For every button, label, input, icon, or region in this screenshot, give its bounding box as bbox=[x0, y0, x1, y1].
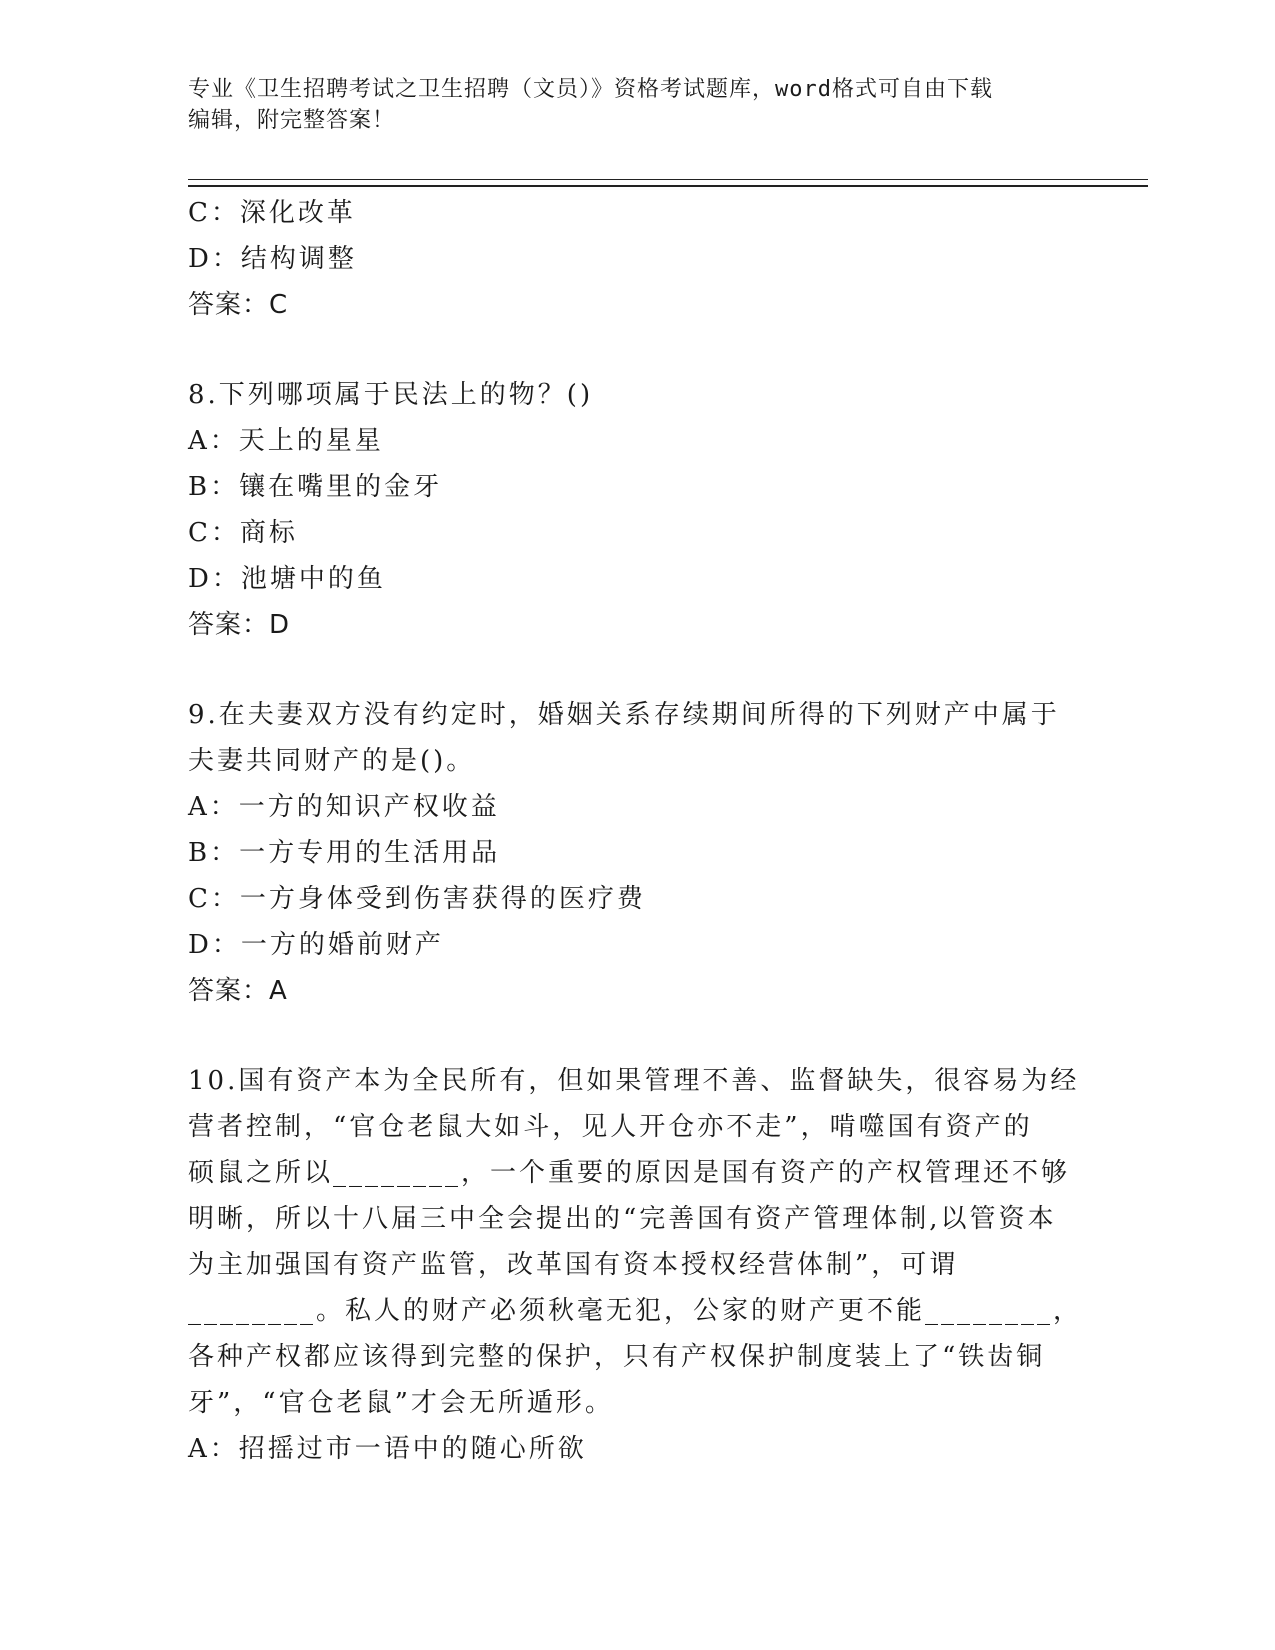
q10-text-line-6: ________。私人的财产必须秋毫无犯，公家的财产更不能________， bbox=[188, 1296, 1083, 1326]
prev-option-d: D：结构调整 bbox=[188, 244, 357, 274]
question-list bbox=[188, 190, 1088, 1472]
q9-text-line-2: 夫妻共同财产的是()。 bbox=[188, 746, 476, 776]
q8-option-c: C：商标 bbox=[188, 518, 298, 548]
q9-text-line-1: 9.在夫妻双方没有约定时，婚姻关系存续期间所得的下列财产中属于 bbox=[188, 700, 1060, 730]
prev-answer: 答案：C bbox=[188, 290, 289, 320]
q9-answer: 答案：A bbox=[188, 976, 288, 1006]
header-divider bbox=[188, 179, 1148, 187]
q9-option-b: B：一方专用的生活用品 bbox=[188, 838, 501, 868]
q10-text-line-1: 10.国有资产本为全民所有，但如果管理不善、监督缺失，很容易为经 bbox=[188, 1066, 1080, 1096]
q8-text: 8.下列哪项属于民法上的物？() bbox=[188, 380, 594, 410]
q9-option-d: D：一方的婚前财产 bbox=[188, 930, 444, 960]
prev-option-c: C：深化改革 bbox=[188, 198, 356, 228]
q10-text-line-4: 明晰，所以十八届三中全会提出的“完善国有资产管理体制,以管资本 bbox=[188, 1204, 1057, 1234]
q10-option-a: A：招摇过市一语中的随心所欲 bbox=[188, 1434, 587, 1464]
q8-option-a: A：天上的星星 bbox=[188, 426, 384, 456]
q8-option-d: D：池塘中的鱼 bbox=[188, 564, 386, 594]
q8-option-b: B：镶在嘴里的金牙 bbox=[188, 472, 443, 502]
q10-text-line-7: 各种产权都应该得到完整的保护，只有产权保护制度装上了“铁齿铜 bbox=[188, 1342, 1046, 1372]
header-line-2: 编辑，附完整答案！ bbox=[188, 108, 396, 133]
q8-answer: 答案：D bbox=[188, 610, 291, 640]
q9-option-c: C：一方身体受到伤害获得的医疗费 bbox=[188, 884, 646, 914]
q10-text-line-8: 牙”，“官仓老鼠”才会无所遁形。 bbox=[188, 1388, 614, 1418]
header-line-1: 专业《卫生招聘考试之卫生招聘（文员）》资格考试题库，word格式可自由下载 bbox=[188, 77, 993, 102]
q10-text-line-5: 为主加强国有资产监管，改革国有资本授权经营体制”，可谓 bbox=[188, 1250, 959, 1280]
document-header bbox=[188, 74, 1088, 136]
q10-text-line-2: 营者控制，“官仓老鼠大如斗，见人开仓亦不走”，啃噬国有资产的 bbox=[188, 1112, 1033, 1142]
q10-text-line-3: 硕鼠之所以________，一个重要的原因是国有资产的产权管理还不够 bbox=[188, 1158, 1071, 1188]
q9-option-a: A：一方的知识产权收益 bbox=[188, 792, 500, 822]
